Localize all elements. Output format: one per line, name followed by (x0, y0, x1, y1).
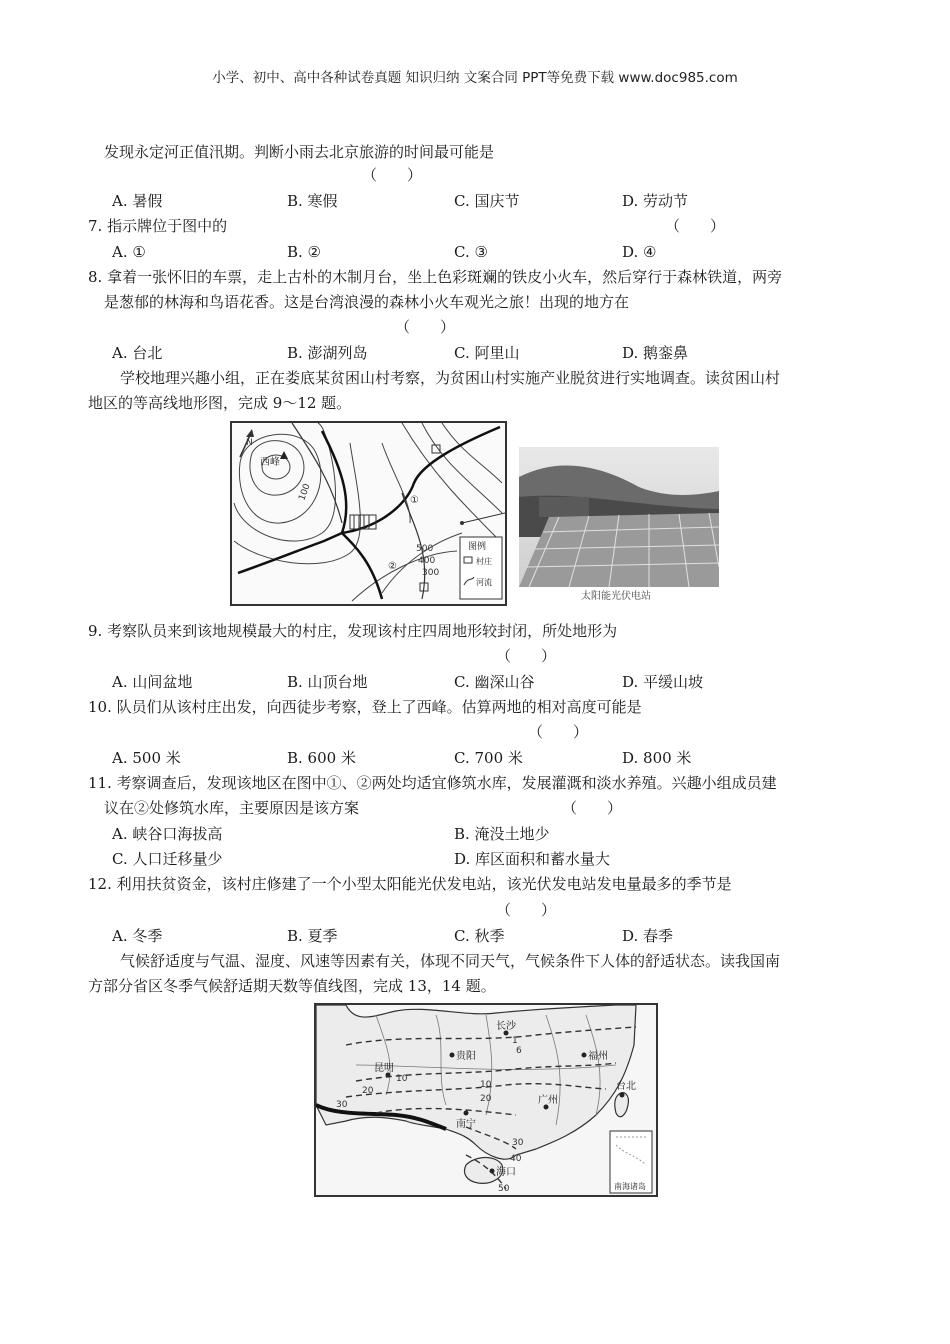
q12-option-d: D. 春季 (622, 927, 674, 945)
legend-village-label: 村庄 (476, 557, 492, 566)
q7-option-a: A. ① (112, 243, 146, 261)
q12-stem: 12. 利用扶贫资金，该村庄修建了一个小型太阳能光伏发电站，该光伏发电站发电量最多的季节是 (88, 875, 732, 893)
q6-option-c: C. 国庆节 (454, 192, 520, 210)
south-china-sea-inset (610, 1131, 652, 1193)
q12-option-b: B. 夏季 (287, 927, 338, 945)
q9-answer-bracket: （ ） (496, 647, 557, 665)
q11-answer-bracket: （ ） (562, 799, 623, 817)
q10-option-d: D. 800 米 (622, 749, 692, 767)
q6-answer-bracket: （ ） (362, 166, 423, 184)
contour-label: 500 (416, 544, 434, 554)
mark-1: ① (410, 495, 419, 506)
q7-stem: 7. 指示牌位于图中的 (88, 217, 228, 235)
city-label-guangzhou: 广州 (538, 1095, 558, 1106)
q8-option-a: A. 台北 (112, 344, 163, 362)
q11-stem-line1: 11. 考察调查后，发现该地区在图中①、②两处均适宜修筑水库，发展灌溉和淡水养殖。兴趣小组成员建 (88, 774, 777, 792)
intro-13-14-line2: 方部分省区冬季气候舒适期天数等值线图，完成 13，14 题。 (88, 977, 496, 995)
q9-option-c: C. 幽深山谷 (454, 673, 535, 691)
q9-option-d: D. 平缓山坡 (622, 673, 704, 691)
q10-answer-bracket: （ ） (528, 723, 589, 741)
isoline-label: 40 (510, 1154, 522, 1164)
q7-answer-bracket: （ ） (665, 217, 726, 235)
isoline-label: 30 (336, 1100, 348, 1110)
climate-map-graphic (316, 1005, 656, 1195)
q6-stem: 发现永定河正值汛期。判断小雨去北京旅游的时间最可能是 (104, 143, 495, 161)
isoline-label: 10 (480, 1080, 492, 1090)
isoline-label: 50 (498, 1184, 510, 1194)
page-header: 小学、初中、高中各种试卷真题 知识归纳 文案合同 PPT等免费下载 www.doc985.com (212, 70, 738, 86)
q6-option-d: D. 劳动节 (622, 192, 689, 210)
q11-stem-line2: 议在②处修筑水库，主要原因是该方案 (104, 799, 360, 817)
q6-option-b: B. 寒假 (287, 192, 338, 210)
city-label-changsha: 长沙 (496, 1021, 516, 1032)
q8-option-d: D. 鹅銮鼻 (622, 344, 689, 362)
q7-option-c: C. ③ (454, 243, 488, 261)
isoline-label: 30 (512, 1138, 524, 1148)
q6-option-a: A. 暑假 (112, 192, 163, 210)
city-label-guiyang: 贵阳 (456, 1051, 476, 1062)
climate-comfort-map (314, 1003, 658, 1197)
q8-option-c: C. 阿里山 (454, 344, 520, 362)
north-label: N (246, 438, 253, 448)
intro-9-12-line2: 地区的等高线地形图，完成 9～12 题。 (88, 394, 352, 412)
mark-2: ② (388, 561, 397, 572)
contour-label: 400 (418, 556, 436, 566)
isoline-label: 20 (362, 1086, 374, 1096)
legend-river-label: 河流 (476, 578, 492, 587)
city-label-taibei: 台北 (616, 1081, 636, 1092)
contour-map (230, 421, 507, 606)
q11-option-a: A. 峡谷口海拔高 (112, 825, 223, 843)
contour-label: 100 (297, 482, 313, 503)
city-label-haikou: 海口 (496, 1167, 516, 1178)
q10-option-a: A. 500 米 (112, 749, 181, 767)
q12-option-c: C. 秋季 (454, 927, 505, 945)
isoline-label: 10 (396, 1074, 408, 1084)
q10-option-b: B. 600 米 (287, 749, 356, 767)
q11-option-c: C. 人口迁移量少 (112, 850, 223, 868)
isoline-label: 20 (480, 1094, 492, 1104)
isoline-label: 6 (516, 1046, 522, 1056)
q9-option-b: B. 山顶台地 (287, 673, 368, 691)
q8-stem-line2: 是葱郁的林海和鸟语花香。这是台湾浪漫的森林小火车观光之旅！出现的地方在 (104, 293, 630, 311)
q12-option-a: A. 冬季 (112, 927, 163, 945)
q7-option-b: B. ② (287, 243, 322, 261)
q12-answer-bracket: （ ） (496, 901, 557, 919)
contour-map-graphic (232, 423, 505, 604)
q8-answer-bracket: （ ） (395, 318, 456, 336)
q8-option-b: B. 澎湖列岛 (287, 344, 368, 362)
q9-option-a: A. 山间盆地 (112, 673, 193, 691)
q8-stem-line1: 8. 拿着一张怀旧的车票，走上古朴的木制月台，坐上色彩斑斓的铁皮小火车，然后穿行于森林铁道，两旁 (88, 268, 783, 286)
legend-title: 图例 (468, 542, 487, 552)
q11-option-b: B. 淹没土地少 (454, 825, 550, 843)
map-legend (460, 537, 502, 599)
peak-triangle-icon (280, 451, 288, 459)
city-label-fuzhou: 福州 (588, 1051, 608, 1062)
intro-13-14-line1: 气候舒适度与气温、湿度、风速等因素有关，体现不同天气，气候条件下人体的舒适状态。读我国南 (120, 952, 781, 970)
photo-caption: 太阳能光伏电站 (581, 591, 651, 601)
q10-option-c: C. 700 米 (454, 749, 523, 767)
inset-label: 南海诸岛 (614, 1182, 646, 1191)
q11-option-d: D. 库区面积和蓄水量大 (454, 850, 611, 868)
solar-photo-graphic (519, 447, 719, 601)
isoline-label: 1 (512, 1036, 518, 1046)
q9-stem: 9. 考察队员来到该地规模最大的村庄，发现该村庄四周地形较封闭，所处地形为 (88, 622, 618, 640)
solar-station-photo (519, 447, 719, 601)
q7-option-d: D. ④ (622, 243, 657, 261)
city-label-nanning: 南宁 (456, 1119, 476, 1130)
contour-label: 300 (422, 568, 440, 578)
west-peak-label: 西峰 (260, 457, 280, 468)
city-label-kunming: 昆明 (374, 1063, 394, 1074)
intro-9-12-line1: 学校地理兴趣小组，正在娄底某贫困山村考察，为贫困山村实施产业脱贫进行实地调查。读贫困山村 (120, 369, 781, 387)
q10-stem: 10. 队员们从该村庄出发，向西徒步考察，登上了西峰。估算两地的相对高度可能是 (88, 698, 642, 716)
